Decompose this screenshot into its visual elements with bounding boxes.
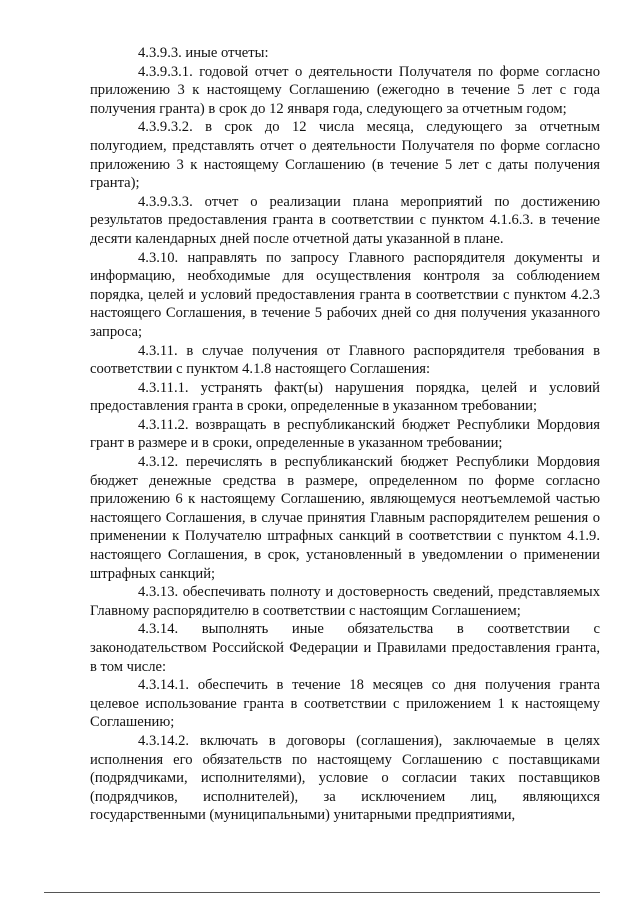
paragraph-4-3-13: 4.3.13. обеспечивать полноту и достоверность сведений, представляемых Главному распорядителю в соответствии с настоящим Соглашением; (90, 584, 600, 619)
paragraph-4-3-12: 4.3.12. перечислять в республиканский бюджет Республики Мордовия бюджет денежные средства в размере, определенном по форме согласно приложению 6 к настоящему Соглашению, являющемуся неотъемлемой частью настоящего Соглашения, в случае принятия Главным распорядителем решения о применении к Получателю штрафных санкций в соответствии с пунктом 4.1.9. настоящего Соглашения, в срок, установленный в уведомлении о применении штрафных санкций; (90, 454, 600, 582)
paragraph-4-3-14: 4.3.14. выполнять иные обязательства в соответствии с законодательством Российской Федерации и Правилами предоставления гранта, в том числе: (90, 621, 600, 675)
page-bottom-rule (44, 892, 600, 893)
document-body (90, 44, 600, 825)
paragraph-4-3-14-2: 4.3.14.2. включать в договоры (соглашения), заключаемые в целях исполнения его обязательств по настоящему Соглашению с поставщиками (подрядчиками, исполнителями), условие о согласии таких поставщиков (подрядчиков, исполнителей), за исключением лиц, являющихся государственными (муниципальными) унитарными предприятиями, (90, 732, 600, 824)
paragraph-4-3-9-3-2: 4.3.9.3.2. в срок до 12 числа месяца, следующего за отчетным полугодием, представлять отчет о деятельности Получателя по форме согласно приложению 3 к настоящему Соглашению (в течение 5 лет с даты получения гранта); (90, 119, 600, 192)
paragraph-4-3-9-3: 4.3.9.3. иные отчеты: (138, 45, 269, 61)
paragraph-4-3-9-3-1: 4.3.9.3.1. годовой отчет о деятельности Получателя по форме согласно приложению 3 к настоящему Соглашению (ежегодно в течение 5 лет с года получения гранта) в срок до 12 января года, следующего за отчетным годом; (90, 63, 600, 117)
paragraph-4-3-11-1: 4.3.11.1. устранять факт(ы) нарушения порядка, целей и условий предоставления гранта в сроки, определенные в указанном требовании; (90, 379, 600, 415)
paragraph-4-3-10: 4.3.10. направлять по запросу Главного распорядителя документы и информацию, необходимые для осуществления контроля за соблюдением порядка, целей и условий предоставления гранта в соответствии с пунктом 4.2.3 настоящего Соглашения, в течение 5 рабочих дней со дня получения указанного запроса; (90, 249, 600, 340)
paragraph-4-3-11-2: 4.3.11.2. возвращать в республиканский бюджет Республики Мордовия грант в размере и в сроки, определенные в указанном требовании; (90, 416, 600, 452)
paragraph-4-3-9-3-3: 4.3.9.3.3. отчет о реализации плана мероприятий по достижению результатов предоставления гранта в соответствии с пунктом 4.1.6.3. в течение десяти календарных дней после отчетной даты указанной в плане. (90, 193, 600, 247)
paragraph-4-3-11: 4.3.11. в случае получения от Главного распорядителя требования в соответствии с пунктом 4.1.8 настоящего Соглашения: (90, 342, 600, 378)
paragraph-4-3-14-1: 4.3.14.1. обеспечить в течение 18 месяцев со дня получения гранта целевое использование гранта в соответствии с приложением 1 к настоящему Соглашению; (90, 677, 600, 731)
